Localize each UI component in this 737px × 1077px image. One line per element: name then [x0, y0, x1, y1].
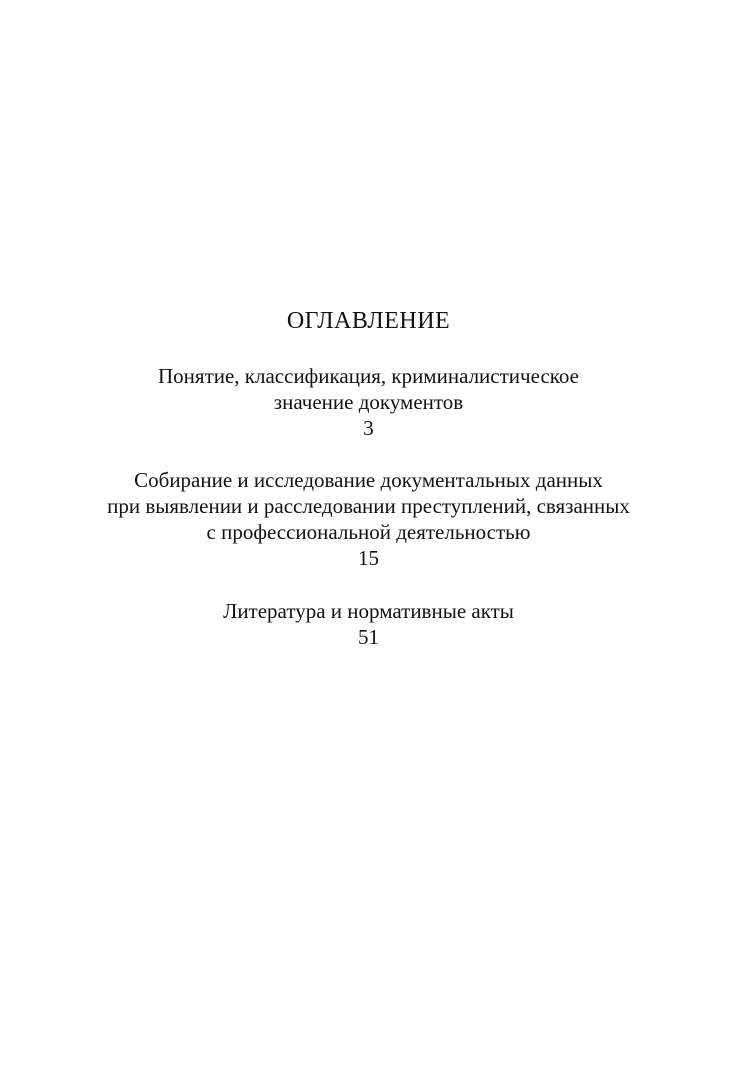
- toc-entry-page-number: 15: [358, 546, 379, 570]
- toc-entry-title-line: при выявлении и расследовании преступлений, связанных: [107, 494, 630, 518]
- page-title: ОГЛАВЛЕНИЕ: [286, 308, 451, 334]
- toc-entry-page-number: 51: [358, 625, 379, 649]
- toc-entry: [60, 363, 677, 441]
- toc-entry-page-number: 3: [363, 416, 374, 440]
- toc-entry-title-line: Собирание и исследование документальных данных: [134, 468, 603, 492]
- toc-entry-title-line: Литература и нормативные акты: [223, 599, 514, 623]
- toc-entry-title-line: с профессиональной деятельностью: [206, 520, 531, 544]
- toc-entry: [60, 598, 677, 650]
- toc-entry-title-line: значение документов: [273, 390, 464, 414]
- toc-entry-title-line: Понятие, классификация, криминалистическое: [158, 364, 579, 388]
- toc-entry: [60, 467, 677, 571]
